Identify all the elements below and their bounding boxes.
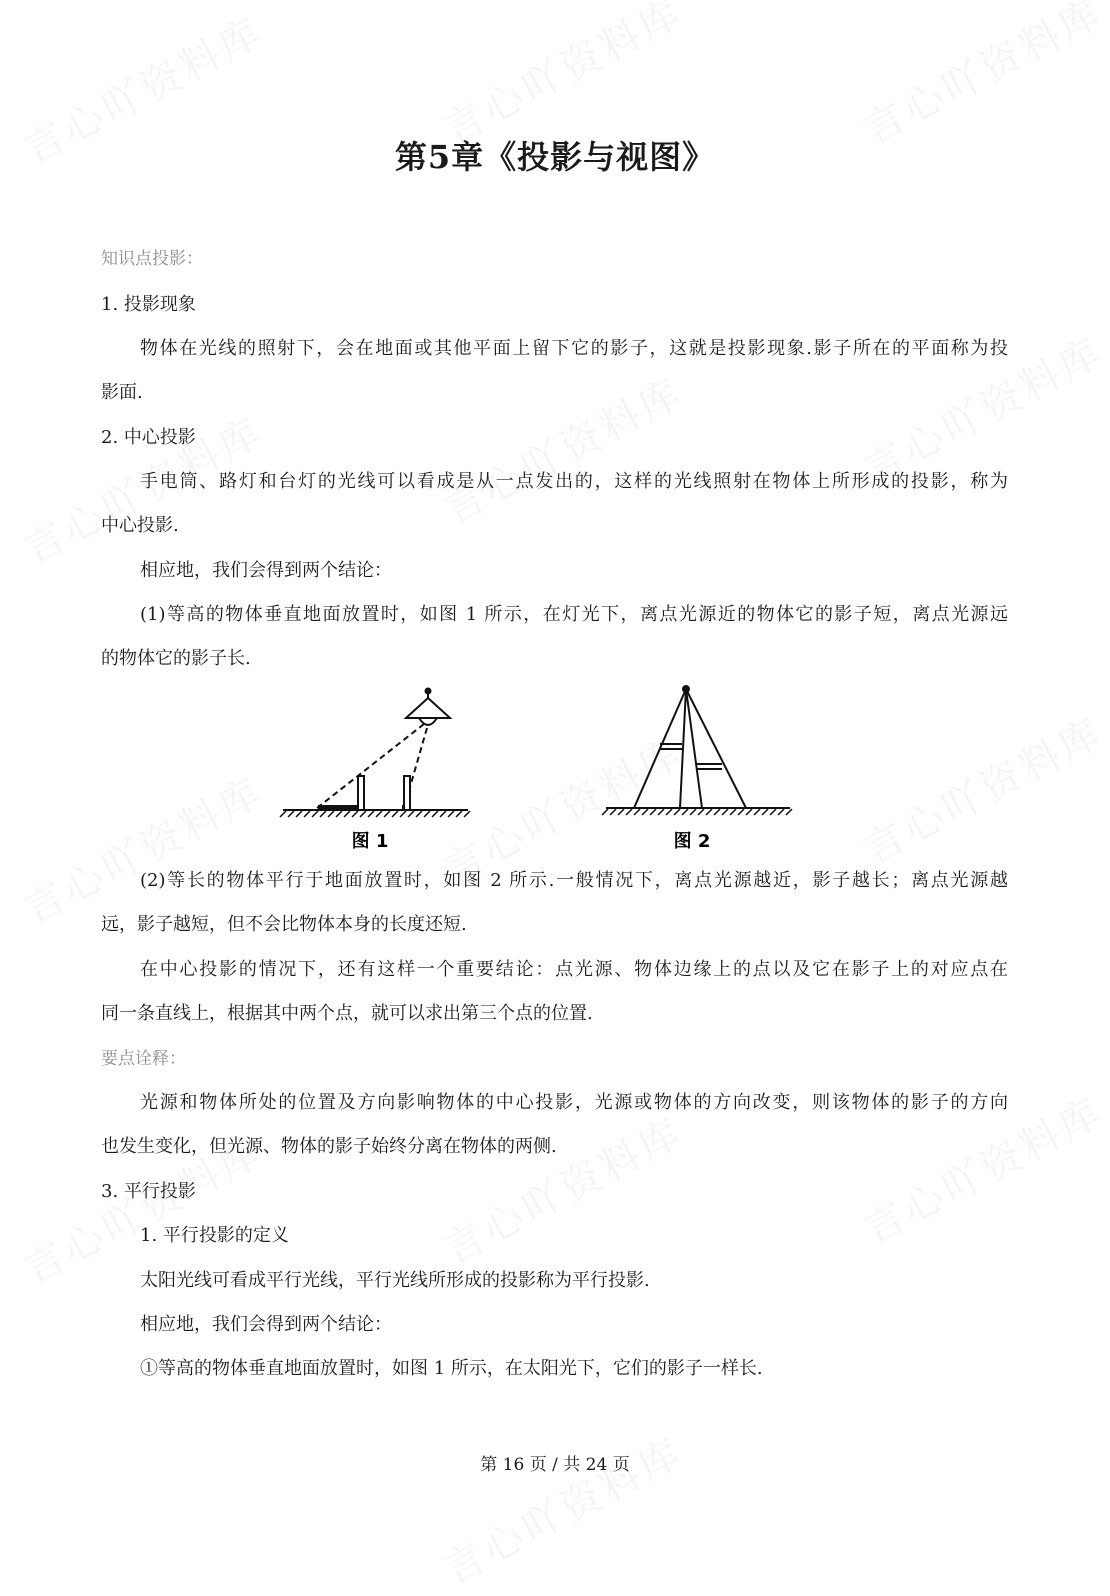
watermark bbox=[432, 1101, 692, 1275]
item1-paragraph-line1: 物体在光线的照射下，会在地面或其他平面上留下它的影子，这就是投影现象.影子所在的平面称为投 bbox=[140, 338, 1008, 359]
lamp-shade bbox=[406, 698, 450, 718]
watermark bbox=[852, 701, 1110, 875]
item3-heading: 3. 平行投影 bbox=[101, 1181, 196, 1202]
page-title: 第5章《投影与视图》 bbox=[394, 138, 716, 176]
item3-definition: 太阳光线可看成平行光线，平行光线所形成的投影称为平行投影. bbox=[140, 1270, 650, 1291]
item2-conclusion3-line2: 同一条直线上，根据其中两个点，就可以求出第三个点的位置. bbox=[101, 1003, 593, 1024]
item2-paragraph-line2: 中心投影. bbox=[101, 515, 179, 536]
item2-conclusion-intro: 相应地，我们会得到两个结论： bbox=[140, 560, 392, 581]
item2-conclusion2-line2: 远，影子越短，但不会比物体本身的长度还短. bbox=[101, 914, 467, 935]
figure-2-caption: 图 2 bbox=[673, 831, 711, 852]
lamp-bulb bbox=[419, 718, 437, 725]
shadow-short bbox=[402, 805, 405, 810]
item2-conclusion2-line1: (2)等长的物体平行于地面放置时，如图 2 所示.一般情况下，离点光源越近，影子越长；离点光源越 bbox=[140, 870, 1008, 891]
watermark bbox=[432, 1421, 692, 1595]
ground-hatch bbox=[602, 809, 792, 815]
pole-near bbox=[358, 776, 364, 810]
figure-1 bbox=[278, 686, 478, 856]
item2-conclusion1-line1: (1)等高的物体垂直地面放置时，如图 1 所示，在灯光下，离点光源近的物体它的影子短，离点光源远 bbox=[140, 604, 1008, 625]
pole-far bbox=[404, 776, 410, 810]
item3-conclusion1: ①等高的物体垂直地面放置时，如图 1 所示，在太阳光下，它们的影子一样长. bbox=[140, 1358, 763, 1379]
page-footer: 第 16 页 / 共 24 页 bbox=[480, 1455, 630, 1475]
lamp-hook bbox=[426, 689, 431, 694]
item2-conclusion3-line1: 在中心投影的情况下，还有这样一个重要结论：点光源、物体边缘上的点以及它在影子上的对应点在 bbox=[140, 959, 1008, 980]
item3-conclusion-intro: 相应地，我们会得到两个结论： bbox=[140, 1314, 392, 1335]
watermark bbox=[432, 361, 692, 535]
item1-paragraph-line2: 影面. bbox=[101, 382, 143, 403]
shadow-long bbox=[318, 805, 358, 810]
figure-1-caption: 图 1 bbox=[351, 831, 389, 852]
key-points-line2: 也发生变化，但光源、物体的影子始终分离在物体的两侧. bbox=[101, 1136, 557, 1157]
item2-heading: 2. 中心投影 bbox=[101, 427, 196, 448]
item2-paragraph-line1: 手电筒、路灯和台灯的光线可以看成是从一点发出的，这样的光线照射在物体上所形成的投影，称为 bbox=[140, 471, 1008, 492]
key-points-line1: 光源和物体所处的位置及方向影响物体的中心投影，光源或物体的方向改变，则该物体的影子的方向 bbox=[140, 1092, 1008, 1113]
ground-hatch bbox=[280, 811, 470, 817]
watermark bbox=[12, 761, 272, 935]
item1-heading: 1. 投影现象 bbox=[101, 294, 196, 315]
item3-sub-heading: 1. 平行投影的定义 bbox=[140, 1225, 289, 1246]
item2-conclusion1-line2: 的物体它的影子长. bbox=[101, 648, 251, 669]
key-points-heading: 要点诠释： bbox=[101, 1049, 186, 1069]
section-heading: 知识点投影： bbox=[101, 249, 203, 269]
figure-2 bbox=[598, 682, 798, 856]
